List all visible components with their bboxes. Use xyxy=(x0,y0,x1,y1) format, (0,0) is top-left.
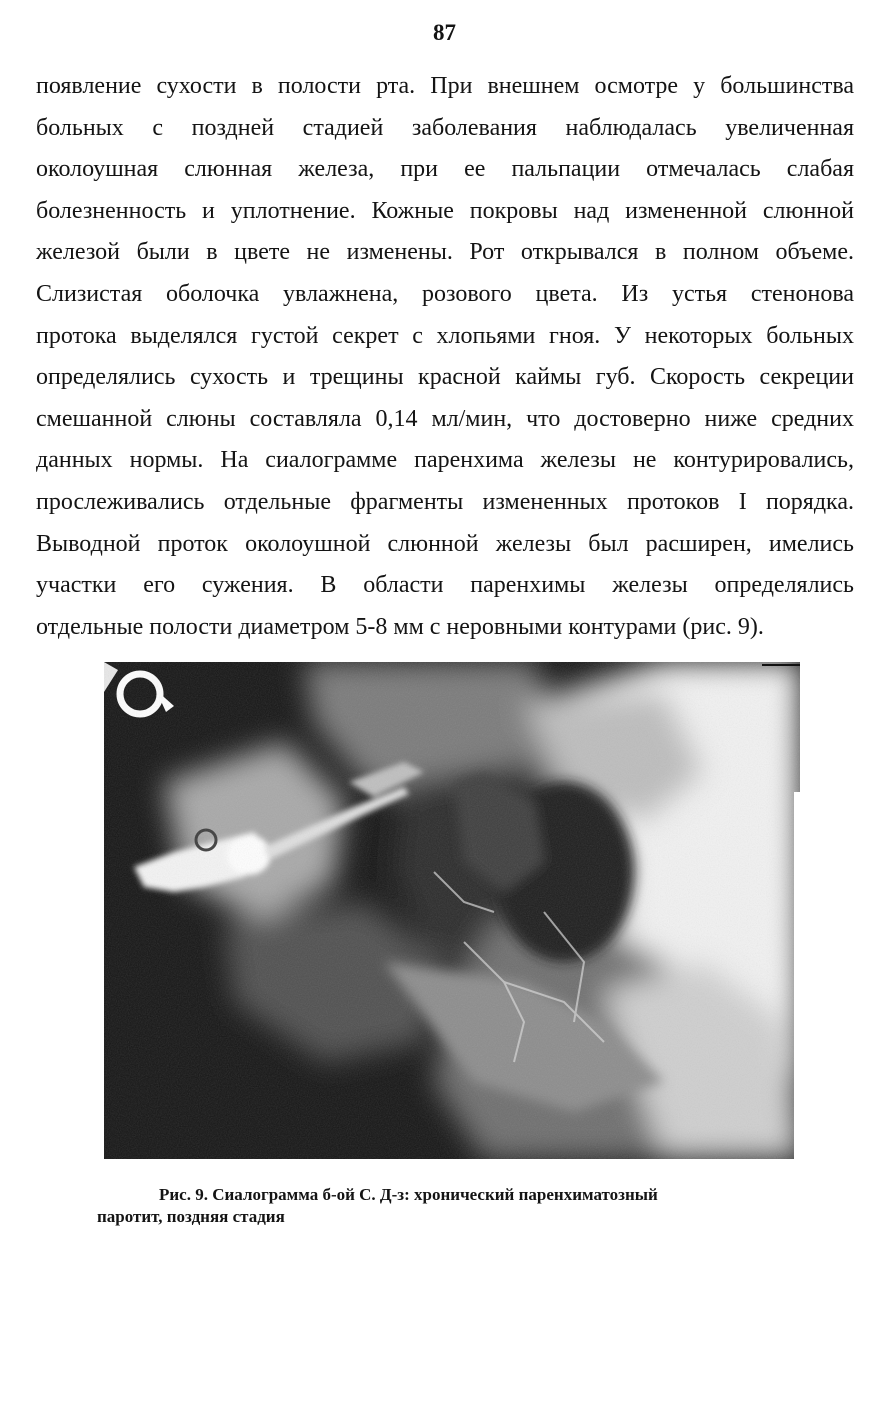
figure-caption xyxy=(97,1184,797,1228)
text-line: околоушная слюнная железа, при ее пальпации отмечалась слабая xyxy=(36,156,854,183)
text-line: смешанной слюны составляла 0,14 мл/мин, что достоверно ниже средних xyxy=(36,405,854,432)
text-line: прослеживались отдельные фрагменты измененных протоков I порядка. xyxy=(36,488,854,515)
text-line: определялись сухость и трещины красной каймы губ. Скорость секреции xyxy=(36,364,854,391)
caption-line: Рис. 9. Сиалограмма б-ой С. Д-з: хронический паренхиматозный xyxy=(159,1185,658,1204)
sialogram-image xyxy=(104,662,800,1159)
body-paragraph xyxy=(36,66,854,648)
text-line: участки его сужения. В области паренхимы железы определялись xyxy=(36,572,854,599)
text-line: Слизистая оболочка увлажнена, розового цвета. Из устья стенонова xyxy=(36,280,854,307)
text-line: болезненность и уплотнение. Кожные покровы над измененной слюнной xyxy=(36,197,854,224)
text-line: отдельные полости диаметром 5-8 мм с неровными контурами (рис. 9). xyxy=(36,613,764,640)
text-line: больных с поздней стадией заболевания наблюдалась увеличенная xyxy=(36,114,854,141)
text-line: появление сухости в полости рта. При внешнем осмотре у большинства xyxy=(36,73,854,99)
text-line: железой были в цвете не изменены. Рот открывался в полном объеме. xyxy=(36,239,854,266)
text-line: данных нормы. На сиалограмме паренхима железы не контурировались, xyxy=(36,447,854,474)
text-line: Выводной проток околоушной слюнной железы был расширен, имелись xyxy=(36,530,854,557)
caption-line: паротит, поздняя стадия xyxy=(97,1207,285,1226)
page-number: 87 xyxy=(433,20,456,45)
text-line: протока выделялся густой секрет с хлопьями гноя. У некоторых больных xyxy=(36,322,854,349)
